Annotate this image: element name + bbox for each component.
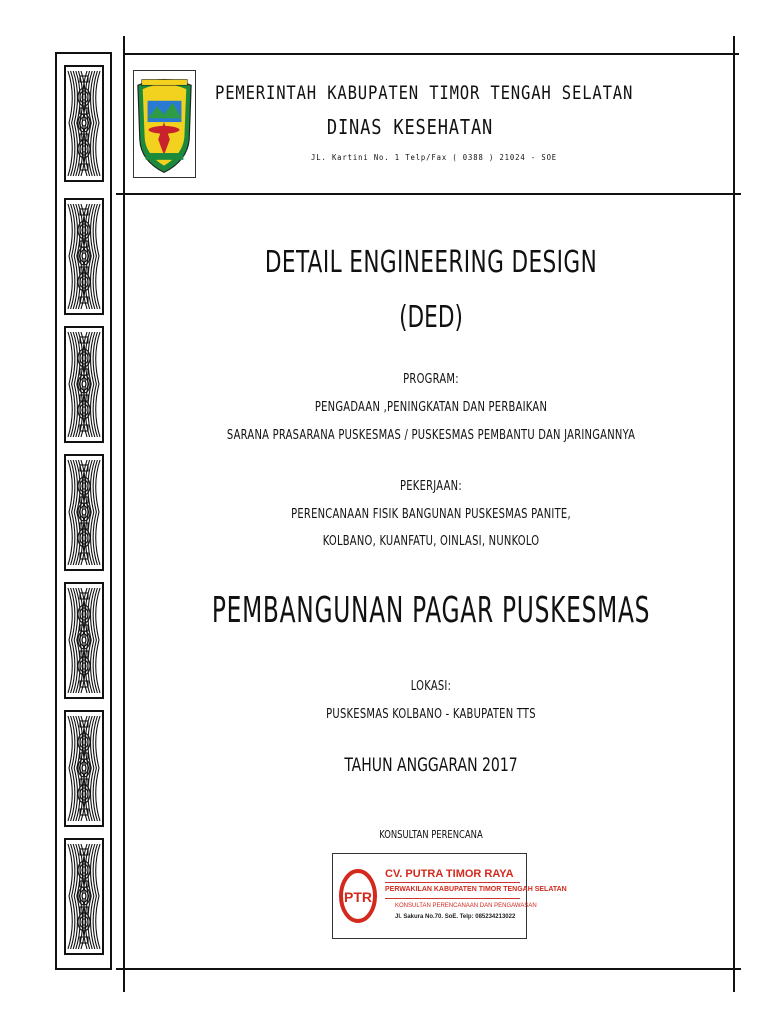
consultant-label: KONSULTAN PERENCANA xyxy=(379,828,483,841)
pekerjaan-label: PEKERJAAN: xyxy=(400,479,462,494)
consultant-service: KONSULTAN PERENCANAAN DAN PENGAWASAN xyxy=(395,903,537,909)
document-title: DETAIL ENGINEERING DESIGN xyxy=(264,245,598,280)
ornament-panel xyxy=(64,454,104,571)
header-address: JL. Kartini No. 1 Telp/Fax ( 0388 ) 21024 - SOE xyxy=(311,153,558,162)
program-line-1: PENGADAAN ,PENINGKATAN DAN PERBAIKAN xyxy=(314,400,548,415)
consultant-rule xyxy=(385,898,520,899)
ptr-logo-text: PTR xyxy=(344,889,372,905)
ornament-panel xyxy=(64,710,104,827)
project-name: PEMBANGUNAN PAGAR PUSKESMAS xyxy=(211,590,651,631)
header-divider-line xyxy=(116,193,741,195)
pekerjaan-line-1: PERENCANAAN FISIK BANGUNAN PUSKESMAS PANITE, xyxy=(291,507,571,522)
consultant-branch: PERWAKILAN KABUPATEN TIMOR TENGAH SELATAN xyxy=(385,886,567,893)
frame-left-line xyxy=(123,36,125,992)
document-title-abbrev: (DED) xyxy=(399,300,463,335)
consultant-address: Jl. Sakura No.70. SoE. Telp: 085234213022 xyxy=(395,914,516,920)
header-government: PEMERINTAH KABUPATEN TIMOR TENGAH SELATAN xyxy=(215,82,634,104)
frame-top-line xyxy=(124,53,739,55)
ornament-panel xyxy=(64,198,104,315)
header-department: DINAS KESEHATAN xyxy=(326,115,494,139)
program-label: PROGRAM: xyxy=(403,372,459,387)
ptr-logo-icon xyxy=(339,868,377,924)
pekerjaan-line-2: KOLBANO, KUANFATU, OINLASI, NUNKOLO xyxy=(322,534,540,549)
consultant-rule xyxy=(385,882,520,883)
ornament-panel xyxy=(64,65,104,182)
frame-bottom-line xyxy=(116,968,741,970)
ornament-panel xyxy=(64,326,104,443)
frame-right-line xyxy=(733,36,735,992)
program-line-2: SARANA PRASARANA PUSKESMAS / PUSKESMAS PEMBANTU DAN JARINGANNYA xyxy=(226,428,636,443)
ornament-panel xyxy=(64,582,104,699)
lokasi-label: LOKASI: xyxy=(410,679,452,694)
consultant-logo-box xyxy=(332,853,567,939)
budget-year: TAHUN ANGGARAN 2017 xyxy=(344,754,518,776)
lokasi-value: PUSKESMAS KOLBANO - KABUPATEN TTS xyxy=(326,707,536,722)
regency-emblem xyxy=(133,70,196,178)
ornament-panel xyxy=(64,838,104,955)
consultant-name: CV. PUTRA TIMOR RAYA xyxy=(385,868,514,880)
